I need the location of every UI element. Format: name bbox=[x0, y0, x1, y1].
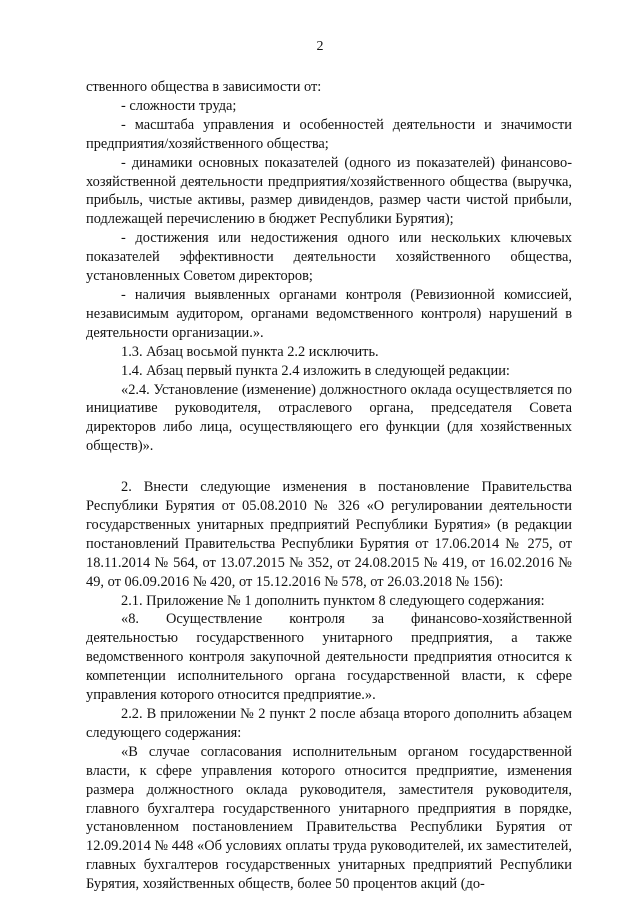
paragraph-p13: 2.2. В приложении № 2 пункт 2 после абзаца второго дополнить абзацем следующего содержания: bbox=[86, 706, 572, 741]
paragraph-p2: - сложности труда; bbox=[121, 97, 237, 114]
paragraph-p1: ственного общества в зависимости от: bbox=[86, 79, 322, 95]
paragraph-p4: - динамики основных показателей (одного из показателей) финансово-хозяйственной деятельности предприятия/хозяйственного общества (выручка, прибыль, чистые активы, размер дивидендов, размер части чистой прибыли, подлежащей перечислению в бюджет Республики Бурятия); bbox=[86, 154, 572, 228]
paragraph-spacer bbox=[86, 456, 572, 478]
paragraph-p7: 1.3. Абзац восьмой пункта 2.2 исключить. bbox=[121, 343, 379, 360]
paragraph-p12: «8. Осуществление контроля за финансово-хозяйственной деятельностью государственного унитарного предприятия, а также ведомственного контроля закупочной деятельности предприятия относится к компетенции исполнительного органа государственной власти, к сфере управления которого относится предприятие.». bbox=[86, 611, 572, 704]
paragraph-p3: - масштаба управления и особенностей деятельности и значимости предприятия/хозяйственного общества; bbox=[86, 116, 572, 152]
paragraph-p6: - наличия выявленных органами контроля (Ревизионной комиссией, независимым аудитором, органами ведомственного контроля) нарушений в деятельности организации.». bbox=[86, 286, 572, 341]
paragraph-p9: «2.4. Установление (изменение) должностного оклада осуществляется по инициативе руководителя, отраслевого органа, председателя Совета директоров либо лица, осуществляющего его функции (для хозяйственных обществ)». bbox=[86, 381, 572, 455]
paragraph-p11: 2.1. Приложение № 1 дополнить пунктом 8 следующего содержания: bbox=[121, 592, 545, 609]
page-number: 2 bbox=[316, 39, 324, 54]
document-body bbox=[86, 78, 572, 894]
paragraph-p14: «В случае согласования исполнительным органом государственной власти, к сфере управления которого относится предприятие, изменения размера должностного оклада руководителя, заместителя руководителя, главного бухгалтера государственного унитарного предприятия в порядке, установленном постановлением Правительства Республики Бурятия от 12.09.2014 № 448 «Об условиях оплаты труда руководителей, их заместителей, главных бухгалтеров государственных унитарных предприятий Республики Бурятия, хозяйственных обществ, более 50 процентов акций (до- bbox=[86, 743, 572, 893]
paragraph-p10: 2. Внести следующие изменения в постановление Правительства Республики Бурятия от 05.08.2010 № 326 «О регулировании деятельности государственных унитарных предприятий Республики Бурятия» (в редакции постановлений Правительства Республики Бурятия от 17.06.2014 № 275, от 18.11.2014 № 564, от 13.07.2015 № 352, от 24.08.2015 № 419, от 16.02.2016 № 49, от 06.09.2016 № 420, от 15.12.2016 № 578, от 26.03.2018 № 156): bbox=[86, 479, 572, 590]
paragraph-p8: 1.4. Абзац первый пункта 2.4 изложить в следующей редакции: bbox=[121, 362, 510, 379]
paragraph-p5: - достижения или недостижения одного или нескольких ключевых показателей эффективности деятельности хозяйственного общества, установленных Советом директоров; bbox=[86, 230, 572, 285]
